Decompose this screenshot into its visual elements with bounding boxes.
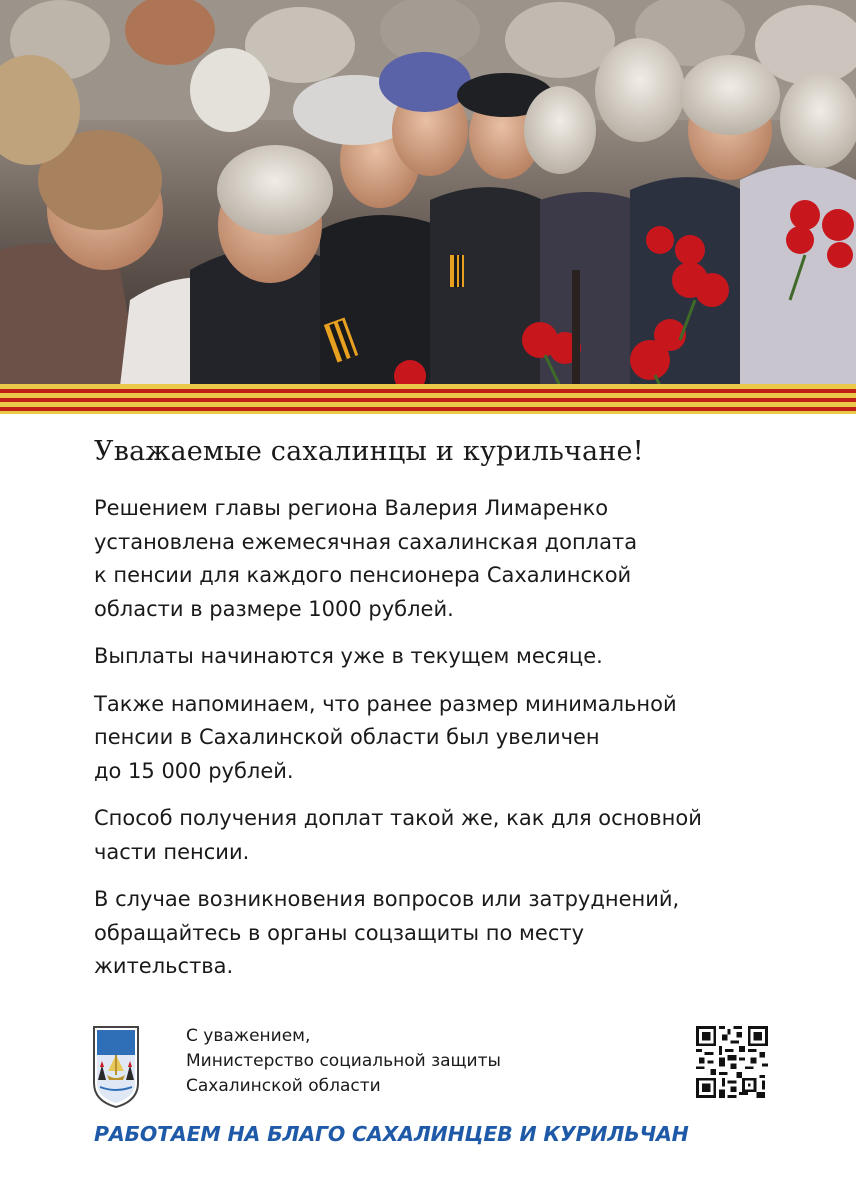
text-line: до 15 000 рублей. <box>94 758 294 783</box>
signature-region: Сахалинской области <box>186 1076 381 1096</box>
paragraph-payments-start <box>94 640 794 674</box>
text-line: части пенсии. <box>94 839 250 864</box>
paragraph-minimum-pension <box>94 688 794 789</box>
st-george-ribbon-stripe <box>0 384 856 418</box>
text-line: жительства. <box>94 954 234 978</box>
text-line: Способ получения доплат такой же, как для основной <box>94 806 702 830</box>
announcement-body <box>94 492 794 998</box>
signature-block <box>186 1024 606 1099</box>
text-line: В случае возникновения вопросов или затруднений, <box>94 887 680 911</box>
text-line: пенсии в Сахалинской области был увеличен <box>94 725 600 749</box>
paragraph-supplement <box>94 492 794 626</box>
qr-code-icon[interactable] <box>696 1026 768 1098</box>
text-line: Решением главы региона Валерия Лимаренко <box>94 496 609 520</box>
signature-greeting: С уважением, <box>186 1026 311 1046</box>
greeting-heading: Уважаемые сахалинцы и курильчане! <box>94 436 644 467</box>
slogan-footer: РАБОТАЕМ НА БЛАГО САХАЛИНЦЕВ И КУРИЛЬЧАН <box>94 1122 689 1146</box>
text-line: Выплаты начинаются уже в текущем месяце. <box>94 644 603 668</box>
veterans-crowd-illustration <box>0 0 856 386</box>
hero-photo <box>0 0 856 386</box>
signature-ministry: Министерство социальной защиты <box>186 1051 501 1071</box>
paragraph-contact <box>94 883 794 984</box>
text-line: области в размере 1000 рублей. <box>94 596 454 621</box>
text-line: обращайтесь в органы соцзащиты по месту <box>94 920 585 945</box>
paragraph-payment-method <box>94 802 794 869</box>
sakhalin-coat-of-arms-icon <box>92 1025 140 1109</box>
text-line: к пенсии для каждого пенсионера Сахалинской <box>94 563 632 587</box>
text-line: Также напоминаем, что ранее размер минимальной <box>94 691 677 716</box>
text-line: установлена ежемесячная сахалинская доплата <box>94 529 638 554</box>
